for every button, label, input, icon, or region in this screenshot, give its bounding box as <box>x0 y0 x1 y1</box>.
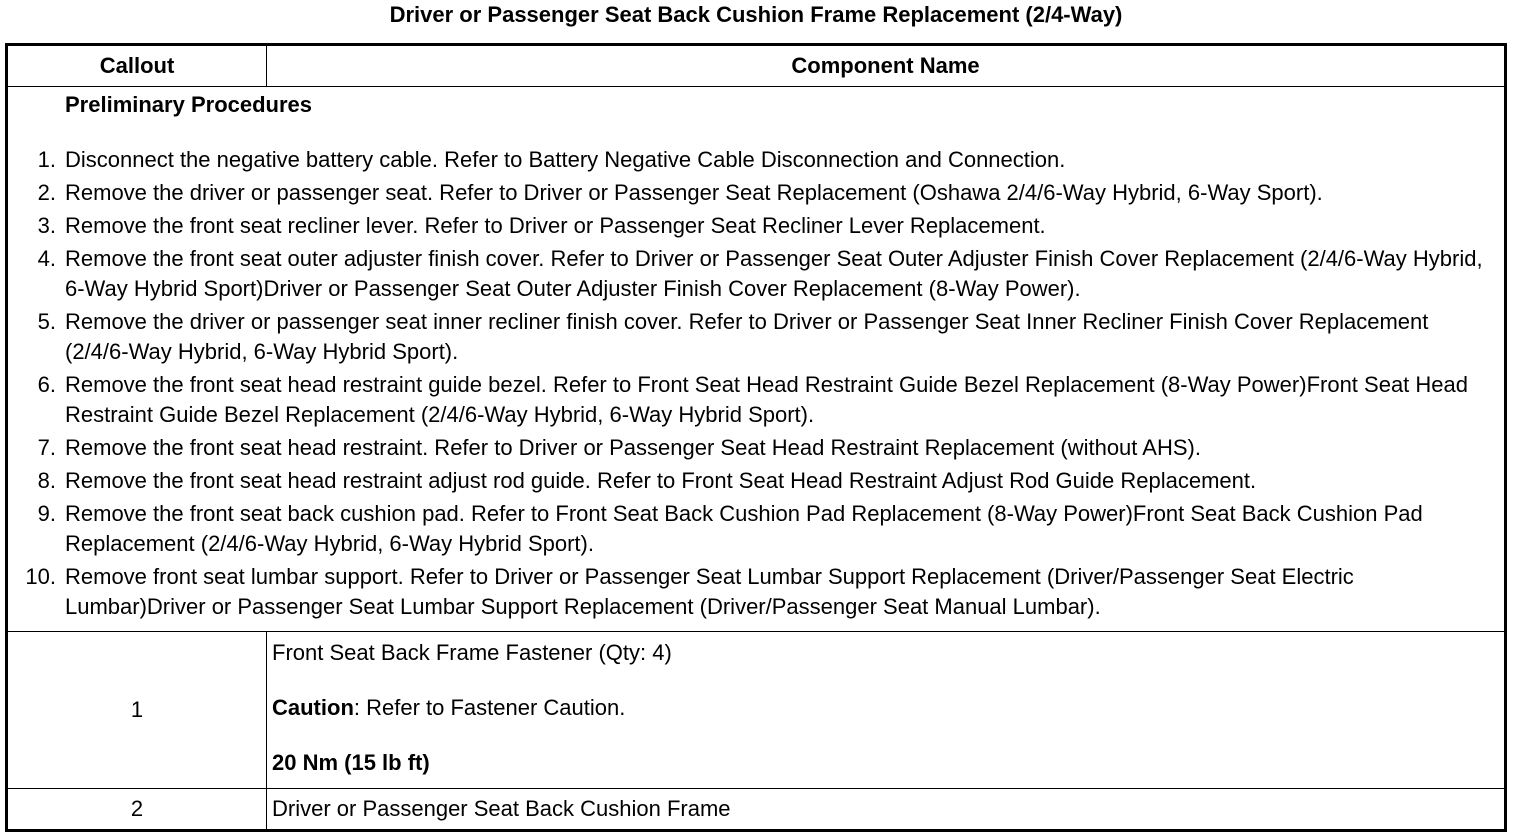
procedure-step <box>8 433 1494 463</box>
procedure-table <box>5 43 1507 832</box>
callout-header: Callout <box>7 45 267 87</box>
step-number: 5. <box>37 309 56 334</box>
callout-number: 2 <box>7 789 267 831</box>
step-number: 4. <box>37 246 56 271</box>
step-text: Disconnect the negative battery cable. Refer to Battery Negative Cable Disconnection and Connection. <box>65 147 1066 172</box>
procedure-step <box>8 244 1494 304</box>
caution-label: Caution <box>272 695 354 720</box>
procedure-step <box>8 211 1494 241</box>
step-number: 10. <box>25 564 56 589</box>
procedure-step <box>8 145 1494 175</box>
step-number: 7. <box>37 435 56 460</box>
procedure-step <box>8 499 1494 559</box>
caution-line <box>272 693 1504 723</box>
step-number: 3. <box>37 213 56 238</box>
component-name: Front Seat Back Frame Fastener (Qty: 4) <box>272 640 672 665</box>
procedure-step <box>8 370 1494 430</box>
preliminary-cell <box>7 87 1506 632</box>
component-name: Driver or Passenger Seat Back Cushion Frame <box>267 789 1506 831</box>
step-text: Remove the front seat outer adjuster finish cover. Refer to Driver or Passenger Seat Outer Adjuster Finish Cover Replacement (2/4/6-Way Hybrid, 6-Way Hybrid Sport)Driver or Passenger Seat Outer Adjuster Finish Cover Replacement (8-Way Power). <box>65 246 1483 301</box>
callout-number: 1 <box>7 632 267 789</box>
preliminary-steps-list <box>8 145 1494 622</box>
step-number: 1. <box>37 147 56 172</box>
caution-text: : Refer to Fastener Caution. <box>353 695 626 720</box>
preliminary-heading: Preliminary Procedures <box>65 92 313 117</box>
step-number: 2. <box>37 180 56 205</box>
procedure-step <box>8 307 1494 367</box>
step-number: 6. <box>37 372 56 397</box>
document-title: Driver or Passenger Seat Back Cushion Frame Replacement (2/4-Way) <box>389 2 1123 27</box>
component-name-header: Component Name <box>267 45 1506 87</box>
procedure-step <box>8 562 1494 622</box>
step-text: Remove the front seat head restraint adjust rod guide. Refer to Front Seat Head Restraint Adjust Rod Guide Replacement. <box>65 468 1257 493</box>
procedure-step <box>8 178 1494 208</box>
step-text: Remove front seat lumbar support. Refer to Driver or Passenger Seat Lumbar Support Replacement (Driver/Passenger Seat Electric Lumbar)Driver or Passenger Seat Lumbar Support Replacement (Driver/Passenger Seat Manual Lumbar). <box>65 564 1354 619</box>
procedure-step <box>8 466 1494 496</box>
step-number: 9. <box>37 501 56 526</box>
table-row <box>7 789 1506 831</box>
step-text: Remove the driver or passenger seat. Refer to Driver or Passenger Seat Replacement (Oshawa 2/4/6-Way Hybrid, 6-Way Sport). <box>65 180 1323 205</box>
step-text: Remove the front seat recliner lever. Refer to Driver or Passenger Seat Recliner Lever Replacement. <box>65 213 1046 238</box>
component-name-cell <box>267 632 1506 789</box>
torque-spec: 20 Nm (15 lb ft) <box>272 750 430 775</box>
table-header-row <box>7 45 1506 87</box>
step-text: Remove the front seat back cushion pad. Refer to Front Seat Back Cushion Pad Replacement (8-Way Power)Front Seat Back Cushion Pad Replacement (2/4/6-Way Hybrid, 6-Way Hybrid Sport). <box>65 501 1423 556</box>
table-row <box>7 632 1506 789</box>
step-number: 8. <box>37 468 56 493</box>
step-text: Remove the front seat head restraint. Refer to Driver or Passenger Seat Head Restraint Replacement (without AHS). <box>65 435 1201 460</box>
step-text: Remove the driver or passenger seat inner recliner finish cover. Refer to Driver or Passenger Seat Inner Recliner Finish Cover Replacement (2/4/6-Way Hybrid, 6-Way Hybrid Sport). <box>65 309 1429 364</box>
step-text: Remove the front seat head restraint guide bezel. Refer to Front Seat Head Restraint Guide Bezel Replacement (8-Way Power)Front Seat Head Restraint Guide Bezel Replacement (2/4/6-Way Hybrid, 6-Way Hybrid Sport). <box>65 372 1468 427</box>
preliminary-row <box>7 87 1506 632</box>
